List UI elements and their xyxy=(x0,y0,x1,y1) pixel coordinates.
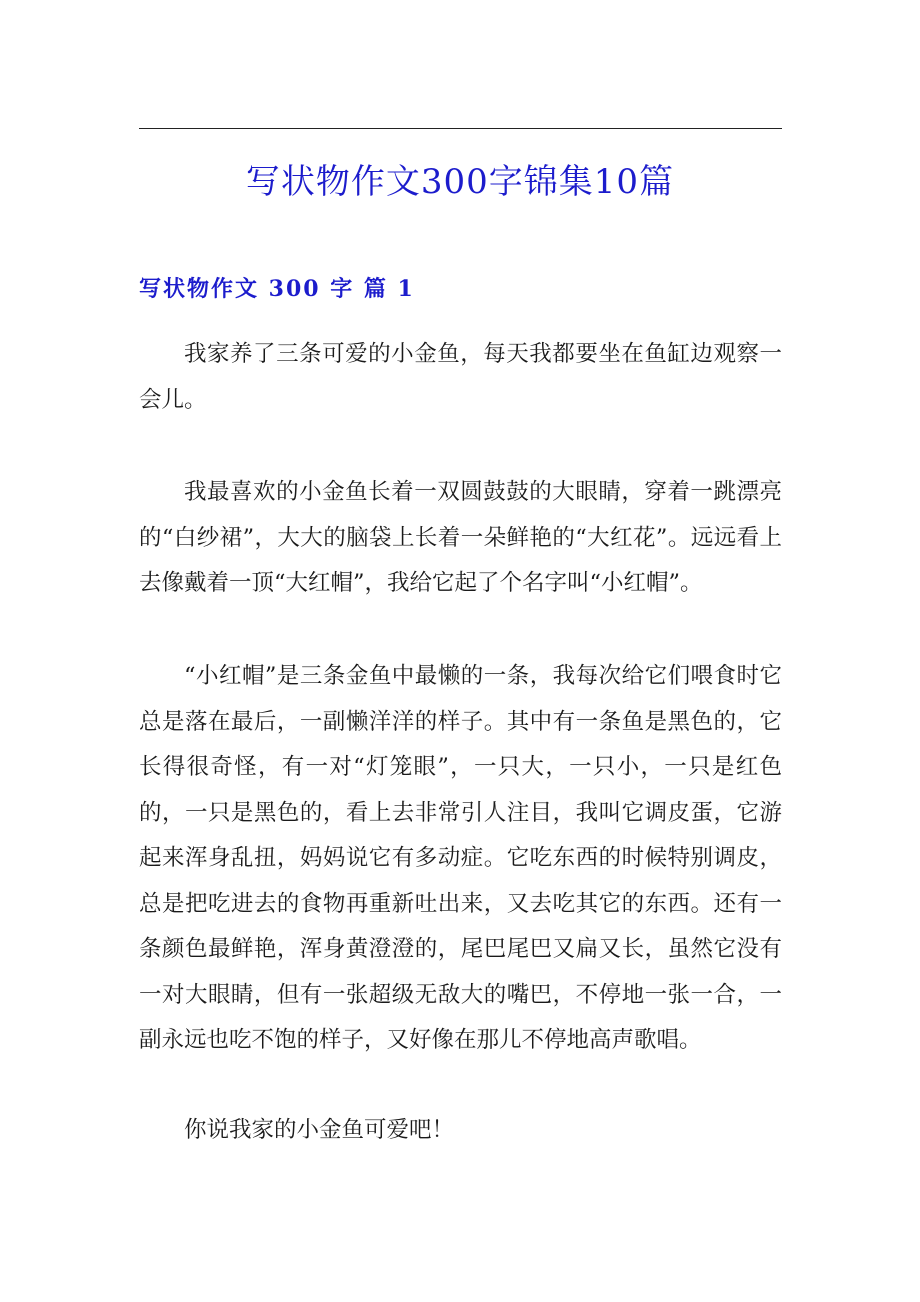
paragraph-3: “小红帽”是三条金鱼中最懒的一条，我每次给它们喂食时它总是落在最后，一副懒洋洋的样子。其中有一条鱼是黑色的，它长得很奇怪，有一对“灯笼眼”，一只大，一只小，一只是红色的，一只是黑色的，看上去非常引人注目，我叫它调皮蛋，它游起来浑身乱扭，妈妈说它有多动症。它吃东西的时候特别调皮，总是把吃进去的食物再重新吐出来，又去吃其它的东西。还有一条颜色最鲜艳，浑身黄澄澄的，尾巴尾巴又扁又长，虽然它没有一对大眼睛，但有一张超级无敌大的嘴巴，不停地一张一合，一副永远也吃不饱的样子，又好像在那儿不停地高声歌唱。 xyxy=(139,663,782,1053)
paragraph-4: 你说我家的小金鱼可爱吧！ xyxy=(184,1117,455,1143)
paragraph-1: 我家养了三条可爱的小金鱼，每天我都要坐在鱼缸边观察一会儿。 xyxy=(139,341,782,413)
paragraph-2: 我最喜欢的小金鱼长着一双圆鼓鼓的大眼睛，穿着一跳漂亮的“白纱裙”，大大的脑袋上长着一朵鲜艳的“大红花”。远远看上去像戴着一顶“大红帽”，我给它起了个名字叫“小红帽”。 xyxy=(139,479,782,596)
section-heading: 写状物作文 300 字 篇 1 xyxy=(139,276,415,302)
document-title: 写状物作文300字锦集10篇 xyxy=(245,162,675,202)
header-rule xyxy=(139,128,782,129)
